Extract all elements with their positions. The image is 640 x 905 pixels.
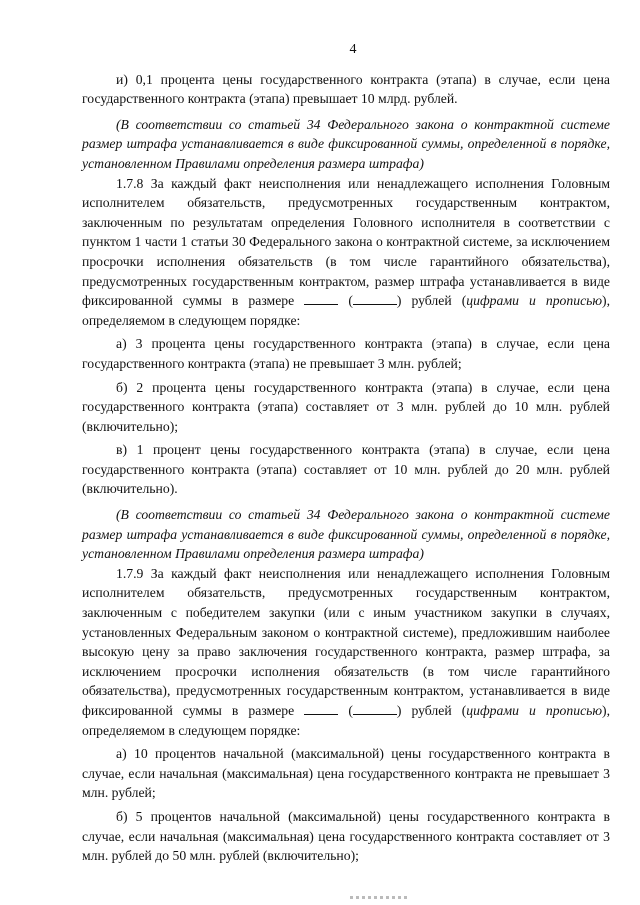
paren-open: ( [348, 293, 353, 309]
clause-1-7-8-text: 1.7.8 За каждый факт неисполнения или ненадлежащего исполнения Головным исполнителем обязательств, предусмотренных государственным контрактом, заключенным по результатам определения Головного исполнителя в соответствии с пунктом 1 части 1 статьи 30 Федерального закона о контрактной системе, за исключением просрочки исполнения обязательств (в том числе гарантийного обязательства), предусмотренных государственным контрактом, размер штрафа устанавливается в виде фиксированной суммы в размере [82, 175, 610, 309]
clause-1-7-8-item-a: а) 3 процента цены государственного контракта (этапа) в случае, если цена государственного контракта (этапа) не превышает 3 млн. рублей; [82, 336, 610, 371]
note-paragraph-1: (В соответствии со статьей 34 Федерального закона о контрактной системе размер штрафа устанавливается в виде фиксированной суммы, определенной в порядке, установленном Правилами определения размера штрафа) [82, 116, 610, 171]
clause-1-7-8-item-c: в) 1 процент цены государственного контракта (этапа) в случае, если цена государственного контракта (этапа) составляет от 10 млн. рублей до 20 млн. рублей (включительно). [82, 442, 610, 497]
clause-1-7-8-tail: ), определяемом в следующем порядке: [82, 293, 611, 328]
amount-words-blank [353, 702, 397, 715]
rubles-label: ) рублей ( [396, 293, 467, 309]
clause-1-7-9-text: 1.7.9 За каждый факт неисполнения или ненадлежащего исполнения Головным исполнителем обязательств, предусмотренных государственным контрактом, заключенным с победителем закупки (или с иным участником закупки в случаях, установленных Федеральным законом о контрактной системе), предложившим наиболее высокую цену за право заключения государственного контракта, размер штрафа, за исключением просрочки исполнения обязательств (в том числе гарантийного обязательства), предусмотренных государственным контрактом, устанавливается в виде фиксированной суммы в размере [82, 565, 610, 718]
amount-blank [304, 702, 338, 715]
paren-open: ( [348, 703, 353, 718]
scan-artifact [350, 896, 410, 899]
page-number: 4 [349, 42, 357, 57]
clause-1-7-9 [82, 564, 610, 740]
paragraph-item-i: и) 0,1 процента цены государственного контракта (этапа) в случае, если цена государственного контракта (этапа) превышает 10 млрд. рублей. [82, 71, 610, 107]
clause-1-7-8 [82, 174, 610, 331]
note-paragraph-2: (В соответствии со статьей 34 Федерального закона о контрактной системе размер штрафа устанавливается в виде фиксированной суммы, определенной в порядке, установленном Правилами определения размера штрафа) [82, 507, 610, 562]
clause-1-7-9-item-a: а) 10 процентов начальной (максимальной) цены государственного контракта в случае, если начальная (максимальная) цена государственного контракта не превышает 3 млн. рублей; [82, 746, 610, 801]
amount-blank [304, 292, 338, 305]
amount-words-blank [353, 292, 397, 305]
rubles-label: ) рублей ( [396, 703, 467, 718]
document-page [82, 40, 610, 866]
clause-1-7-9-tail: ), определяемом в следующем порядке: [82, 703, 611, 738]
clause-1-7-9-item-b: б) 5 процентов начальной (максимальной) цены государственного контракта в случае, если начальная (максимальная) цена государственного контракта составляет от 3 млн. рублей до 50 млн. рублей (включительно); [82, 808, 610, 864]
italic-hint: цифрами и прописью [466, 703, 603, 718]
clause-1-7-8-item-b: б) 2 процента цены государственного контракта (этапа) в случае, если цена государственного контракта (этапа) составляет от 3 млн. рублей до 10 млн. рублей (включительно); [82, 379, 610, 434]
italic-hint: цифрами и прописью [466, 293, 603, 309]
